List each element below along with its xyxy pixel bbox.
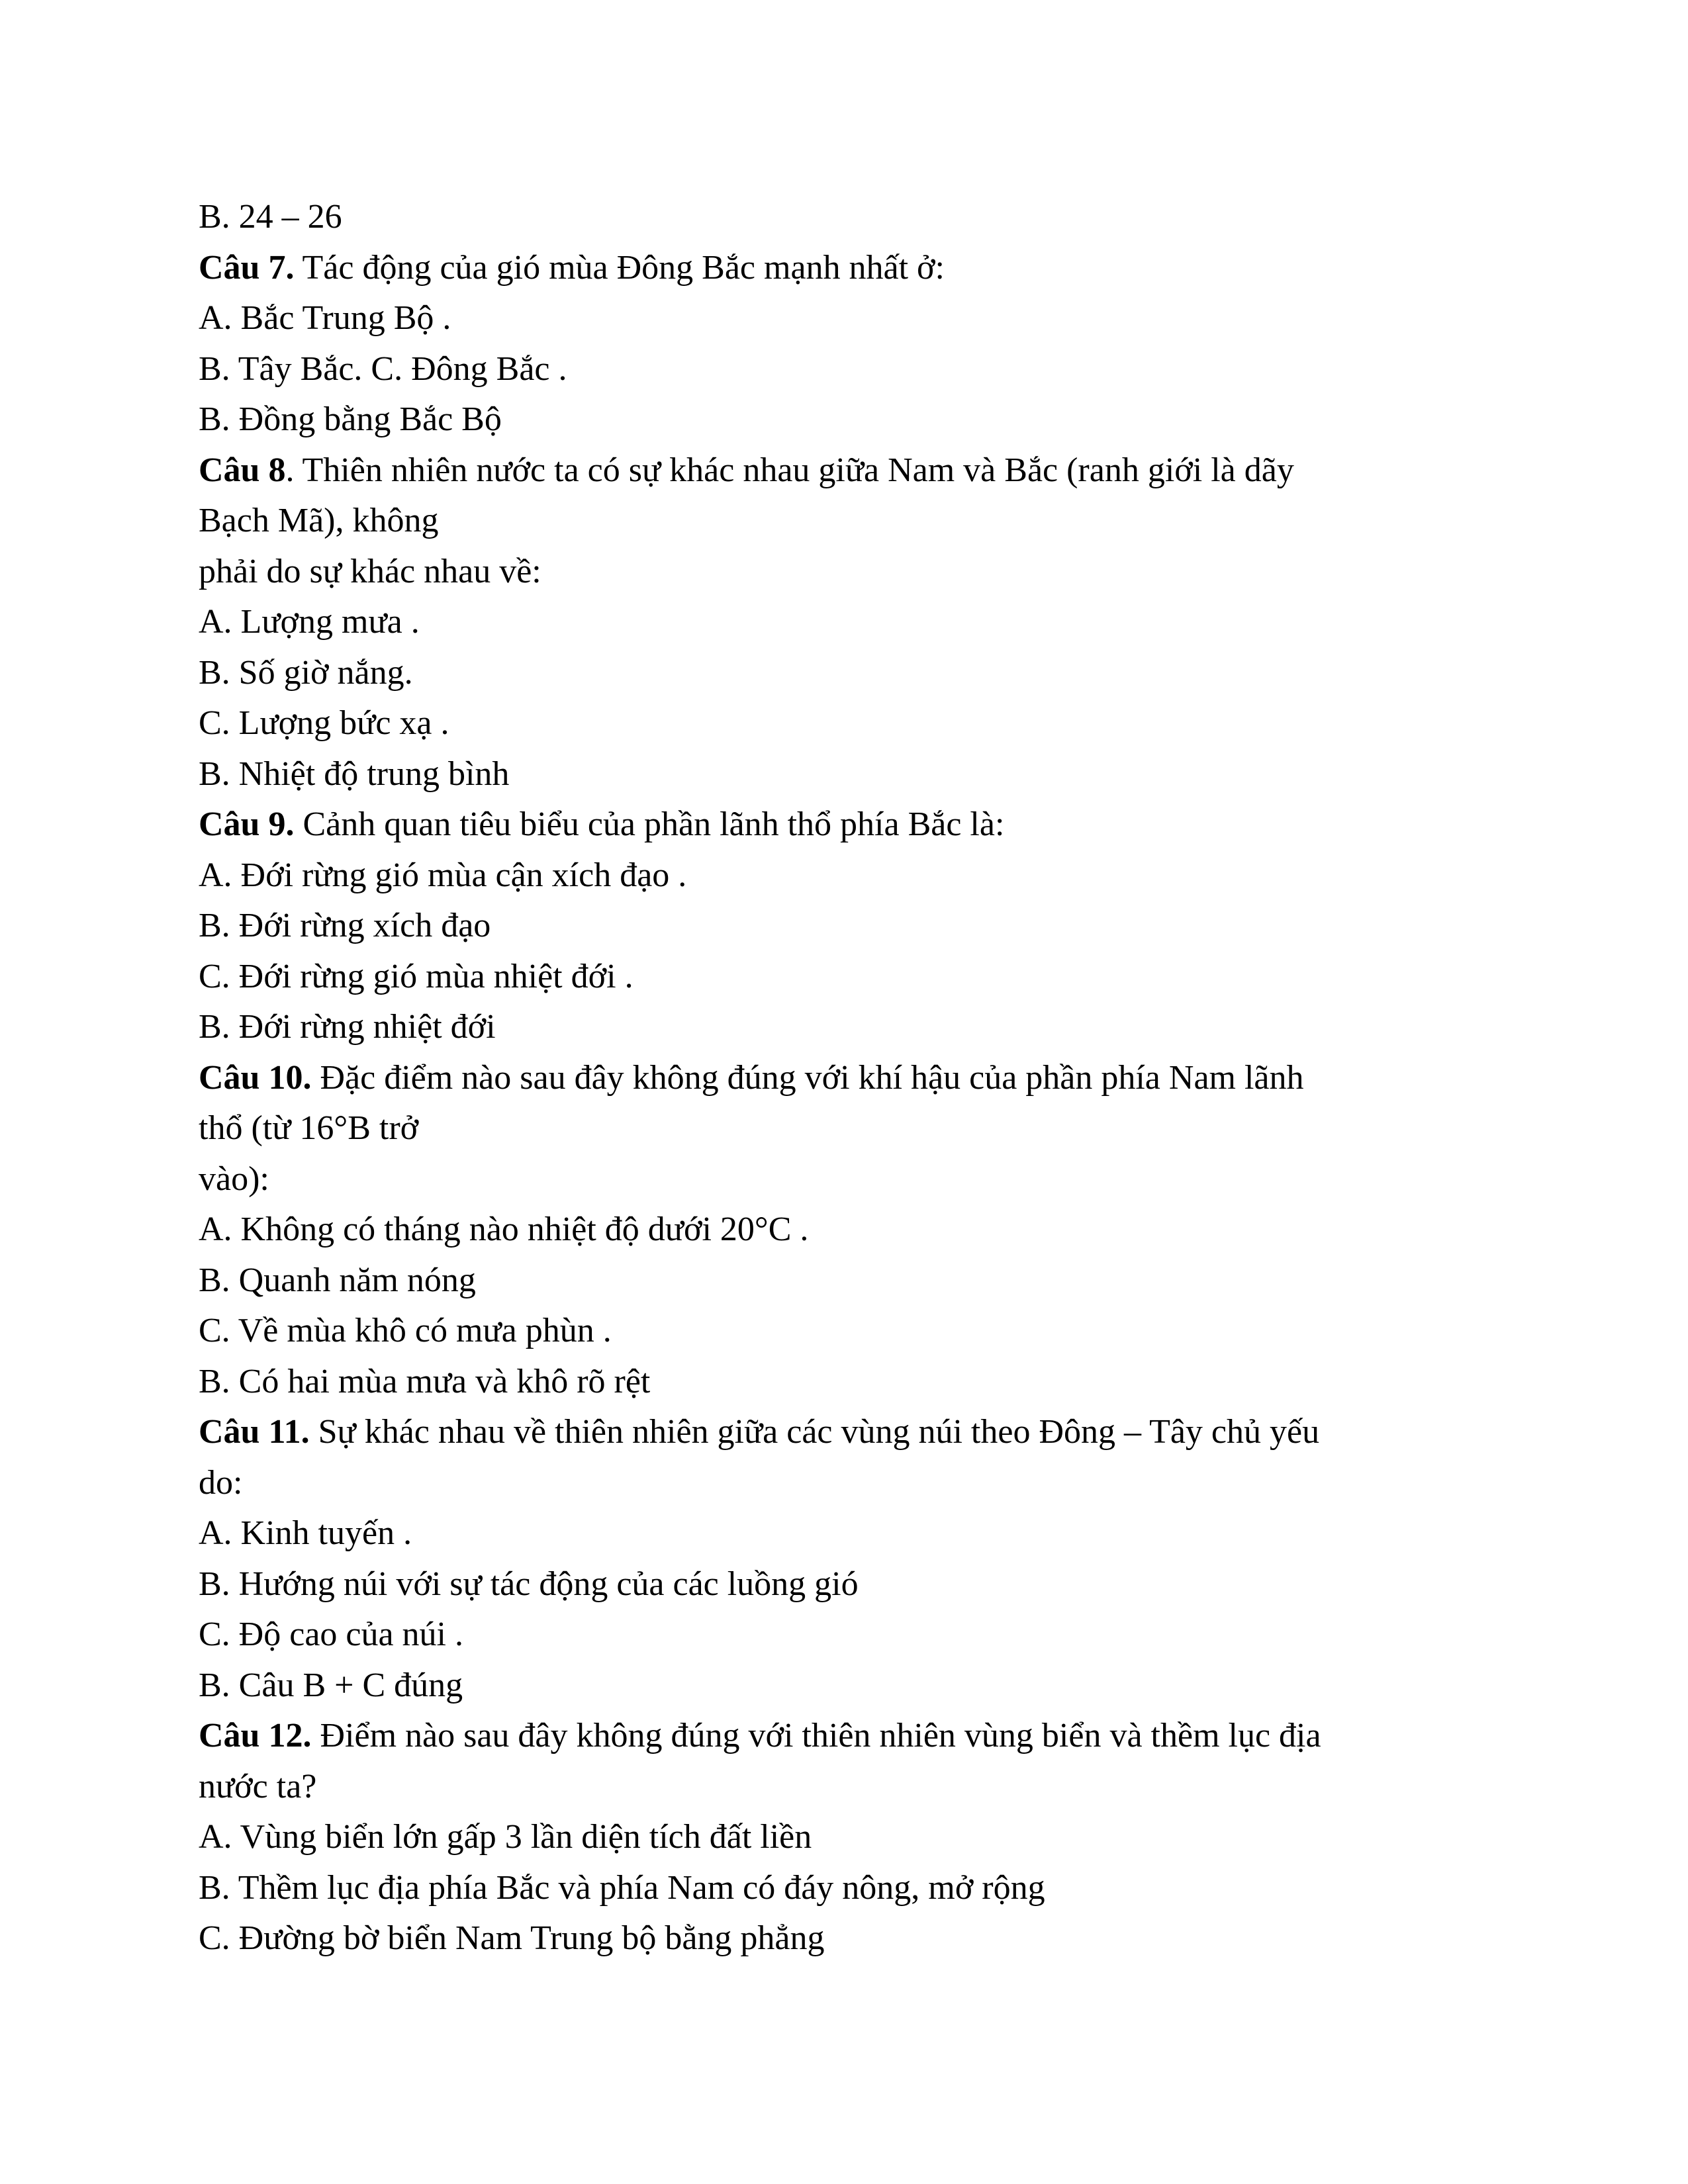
question-heading [199, 799, 1489, 850]
document-page [199, 192, 1489, 1964]
text-line: A. Không có tháng nào nhiệt độ dưới 20°C . [199, 1210, 809, 1248]
text-line: B. Tây Bắc. C. Đông Bắc . [199, 349, 567, 388]
text-line: A. Vùng biển lớn gấp 3 lần diện tích đất liền [199, 1818, 812, 1856]
question-heading [199, 1053, 1489, 1104]
text-line: B. Đới rừng xích đạo [199, 907, 491, 944]
question-text: Sự khác nhau về thiên nhiên giữa các vùng núi theo Đông – Tây chủ yếu [309, 1413, 1320, 1451]
text-line: B. Nhiệt độ trung bình [199, 754, 510, 793]
text-line: do: [199, 1463, 243, 1502]
text-line: C. Lượng bức xạ . [199, 704, 449, 742]
text-line: B. 24 – 26 [199, 198, 342, 236]
question-label: Câu 10. [199, 1058, 312, 1097]
question-label: Câu 9. [199, 805, 295, 843]
text-line: B. Thềm lục địa phía Bắc và phía Nam có đáy nông, mở rộng [199, 1868, 1045, 1907]
text-line: phải do sự khác nhau về: [199, 552, 541, 590]
question-heading [199, 445, 1489, 496]
text-line: B. Đới rừng nhiệt đới [199, 1008, 496, 1046]
question-heading [199, 243, 1489, 294]
text-line: A. Kinh tuyến . [199, 1514, 412, 1552]
text-line: nước ta? [199, 1767, 317, 1805]
text-line: Bạch Mã), không [199, 502, 439, 539]
text-line: B. Đồng bằng Bắc Bộ [199, 400, 502, 438]
question-heading [199, 1711, 1489, 1762]
text-line: B. Có hai mùa mưa và khô rõ rệt [199, 1362, 651, 1400]
question-label: Câu 12. [199, 1717, 312, 1754]
text-line: C. Đới rừng gió mùa nhiệt đới . [199, 957, 633, 995]
text-line: C. Về mùa khô có mưa phùn . [199, 1312, 612, 1349]
text-line: thổ (từ 16°B trở [199, 1109, 419, 1147]
text-line: C. Độ cao của núi . [199, 1615, 464, 1653]
question-text: Điểm nào sau đây không đúng với thiên nhiên vùng biển và thềm lục địa [311, 1717, 1321, 1754]
text-line: B. Quanh năm nóng [199, 1261, 476, 1299]
text-line: B. Hướng núi với sự tác động của các luồng gió [199, 1565, 859, 1603]
question-label: Câu 7. [199, 248, 295, 287]
text-line: C. Đường bờ biển Nam Trung bộ bằng phẳng [199, 1919, 825, 1957]
text-line: A. Lượng mưa . [199, 603, 420, 641]
question-text: . Thiên nhiên nước ta có sự khác nhau giữa Nam và Bắc (ranh giới là dãy [285, 451, 1294, 489]
question-text: Đặc điểm nào sau đây không đúng với khí hậu của phần phía Nam lãnh [311, 1058, 1304, 1097]
text-line: A. Bắc Trung Bộ . [199, 299, 451, 337]
question-label: Câu 8 [199, 451, 286, 489]
text-line: B. Câu B + C đúng [199, 1666, 463, 1704]
question-label: Câu 11. [199, 1413, 310, 1451]
text-line: vào): [199, 1160, 269, 1198]
text-line: B. Số giờ nắng. [199, 653, 413, 692]
text-line: A. Đới rừng gió mùa cận xích đạo . [199, 856, 687, 894]
question-text: Tác động của gió mùa Đông Bắc mạnh nhất ở: [294, 248, 945, 287]
question-text: Cảnh quan tiêu biểu của phần lãnh thổ phía Bắc là: [294, 805, 1005, 843]
question-heading [199, 1407, 1489, 1458]
